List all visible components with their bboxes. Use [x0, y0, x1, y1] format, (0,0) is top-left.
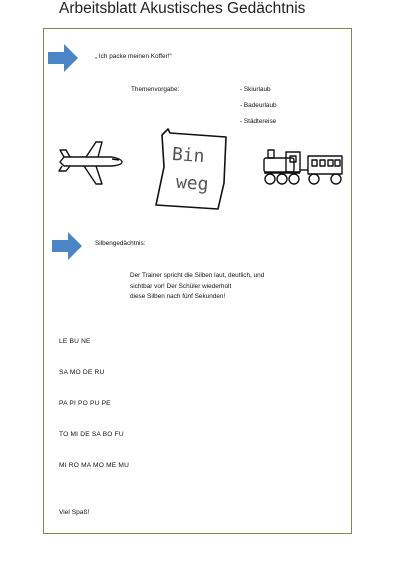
instructions: [130, 271, 330, 303]
syllable-row: LE BU NE: [59, 338, 91, 345]
theme-item: - Badeurlaub: [240, 102, 277, 109]
instruction-line: diese Silben nach fünf Sekunden!: [130, 293, 226, 300]
airplane-icon: [56, 140, 126, 186]
syllable-row: TO MI DE SA BO FU: [59, 431, 124, 438]
syllable-list: [59, 338, 129, 493]
sign-text-line2: weg: [175, 171, 210, 196]
section1-heading: „ Ich packe meinen Koffer!“: [95, 53, 172, 60]
syllable-row: PA PI PO PU PE: [59, 400, 111, 407]
closing-text: Viel Spaß!: [59, 509, 90, 516]
theme-list: [240, 86, 277, 134]
page-title: Arbeitsblatt Akustisches Gedächtnis: [59, 0, 306, 17]
syllable-row: MI RO MA MO ME MU: [59, 462, 130, 469]
theme-item: - Städtereise: [240, 118, 277, 125]
instruction-line: sichtbar vor! Der Schüler wiederholt: [130, 282, 232, 290]
sign-icon: [148, 125, 236, 213]
arrow-right-icon: [48, 44, 78, 72]
train-icon: [262, 148, 344, 188]
theme-item: - Skiurlaub: [240, 86, 271, 93]
arrow-right-icon: [52, 232, 82, 260]
section2-heading: Silbengedächtnis:: [95, 240, 146, 247]
instruction-line: Der Trainer spricht die Silben laut, deutlich, und: [130, 272, 265, 279]
syllable-row: SA MO DE RU: [59, 369, 105, 376]
theme-label: Themenvorgabe:: [131, 86, 180, 93]
sign-text-line1: Bin: [171, 143, 206, 168]
